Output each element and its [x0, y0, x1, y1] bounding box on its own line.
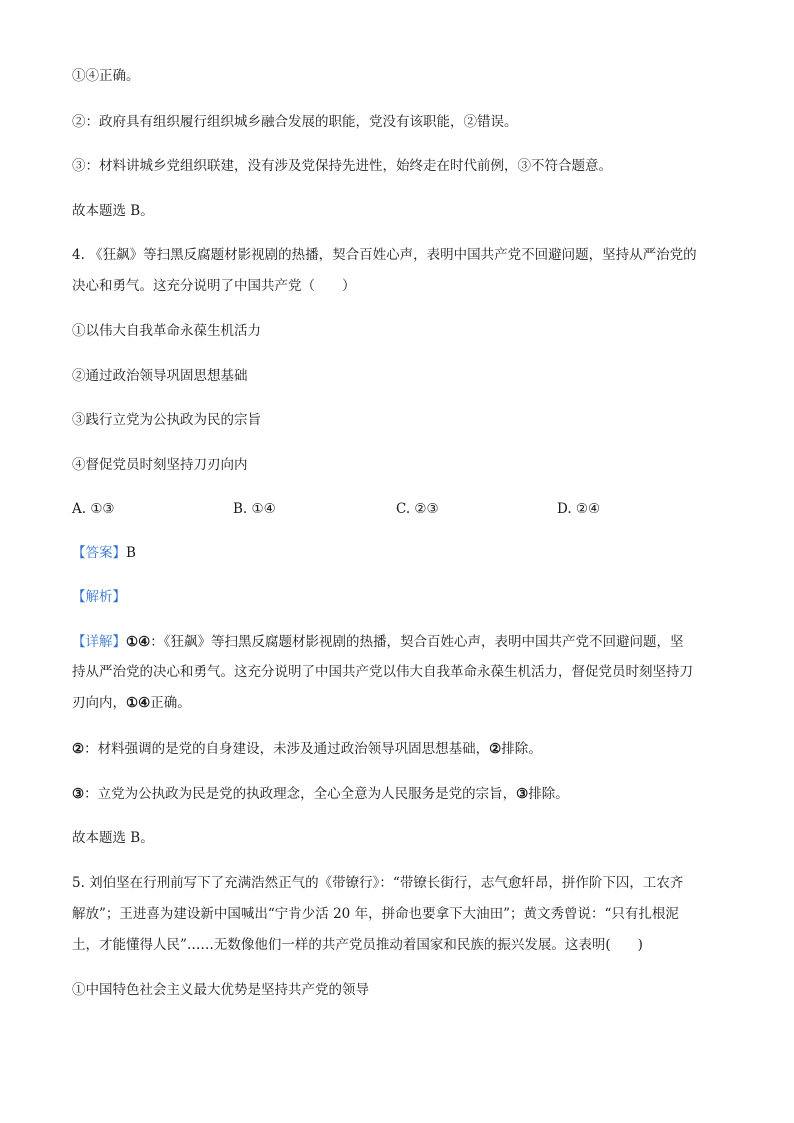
q4-stem-line-2: 决心和勇气。这充分说明了中国共产党（ ） — [72, 278, 356, 294]
point-3-tail-lead: ③ — [516, 786, 529, 802]
point-2-tail: 排除。 — [501, 741, 542, 757]
point-2-text: ：材料强调的是党的自身建设，未涉及通过政治领导巩固思想基础， — [84, 741, 490, 757]
q4-detail-line-3 — [72, 693, 724, 713]
detail-mark: ①④ — [126, 695, 151, 711]
q5-stem-line-3: 土，才能懂得人民”……无数像他们一样的共产党员推动着国家和民族的振兴发展。这表明( ) — [72, 937, 643, 953]
q4-stem-line-1: 4. 《狂飙》等扫黑反腐题材影视剧的热播，契合百姓心声，表明中国共产党不回避问题，坚持从严治党的 — [72, 247, 697, 263]
prev-analysis-line-1: ①④正确。 — [72, 68, 140, 84]
q4-detail-line-1 — [72, 632, 724, 652]
detail-lead: ①④ — [126, 634, 151, 650]
q4-item-1: ①以伟大自我革命永葆生机活力 — [72, 323, 261, 339]
q4-analysis-label — [72, 587, 724, 607]
q4-option-d: D. ②④ — [557, 501, 601, 517]
q4-detail-line-2: 持从严治党的决心和勇气。这充分说明了中国共产党以伟大自我革命永葆生机活力，督促党员时刻坚持刀 — [72, 664, 693, 680]
q4-option-c: C. ②③ — [396, 501, 439, 517]
point-2-lead: ② — [72, 741, 85, 757]
q4-point-3 — [72, 784, 724, 804]
q5-stem-line-1: 5. 刘伯坚在行刑前写下了充满浩然正气的《带镣行》：“带镣长街行，志气愈轩昂，拼作阶下囚，工农齐 — [72, 875, 684, 891]
detail-label: 【详解】 — [72, 634, 126, 650]
q4-item-4: ④督促党员时刻坚持刀刃向内 — [72, 457, 248, 473]
detail-text-3: 刃向内， — [72, 695, 126, 711]
answer-value: B — [126, 545, 136, 561]
q4-option-a: A. ①③ — [72, 501, 115, 517]
q4-option-b: B. ①④ — [233, 501, 276, 517]
q5-item-1: ①中国特色社会主义最大优势是坚持共产党的领导 — [72, 982, 369, 998]
prev-analysis-line-3: ③：材料讲城乡党组织联建，没有涉及党保持先进性，始终走在时代前例，③不符合题意。 — [72, 158, 612, 174]
q4-item-3: ③践行立党为公执政为民的宗旨 — [72, 412, 261, 428]
q4-point-2 — [72, 739, 724, 759]
point-3-text: ：立党为公执政为民是党的执政理念，全心全意为人民服务是党的宗旨， — [84, 786, 517, 802]
point-3-tail: 排除。 — [528, 786, 569, 802]
answer-label: 【答案】 — [72, 545, 126, 561]
point-2-tail-lead: ② — [489, 741, 502, 757]
q4-answer — [72, 543, 724, 563]
prev-analysis-line-2: ②：政府具有组织履行组织城乡融合发展的职能，党没有该职能，②错误。 — [72, 114, 518, 130]
prev-conclusion: 故本题选 B。 — [72, 203, 154, 219]
q5-stem-line-2: 解放”；王进喜为建设新中国喊出“宁肯少活 20 年，拼命也要拿下大油田”；黄文秀曾说：“只有扎根泥 — [72, 906, 679, 922]
q4-item-2: ②通过政治领导巩固思想基础 — [72, 368, 248, 384]
analysis-label: 【解析】 — [72, 589, 126, 605]
point-3-lead: ③ — [72, 786, 85, 802]
detail-text-4: 正确。 — [150, 695, 191, 711]
detail-text-1: ：《狂飙》等扫黑反腐题材影视剧的热播，契合百姓心声，表明中国共产党不回避问题，坚 — [150, 634, 684, 650]
q4-conclusion: 故本题选 B。 — [72, 830, 154, 846]
